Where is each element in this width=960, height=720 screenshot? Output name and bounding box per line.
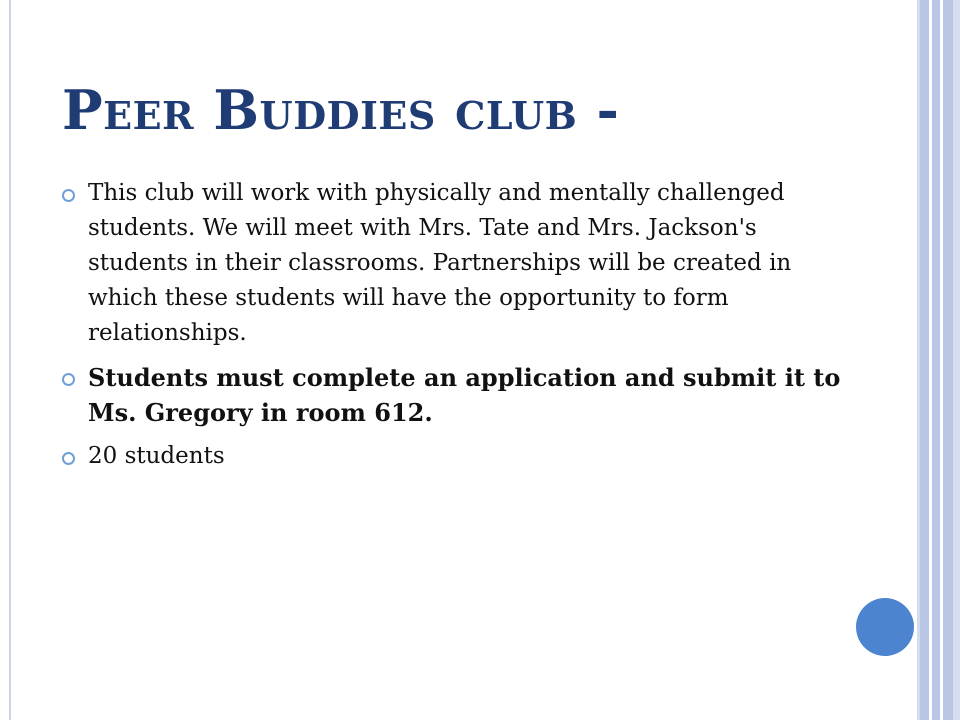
bullet-item [62,439,842,474]
bullet-circle-icon [62,452,75,465]
bullet-text: This club will work with physically and mentally challenged students. We will meet with Mrs. Tate and Mrs. Jackson's students in their classrooms. Partnerships will be created in which these students will have the opportunity to form relationships. [88,180,792,346]
bullet-list [62,176,842,483]
side-stripe [932,0,940,720]
bullet-circle-icon [62,373,75,386]
side-stripe [943,0,953,720]
bullet-text: Students must complete an application and submit it to Ms. Gregory in room 612. [88,363,841,427]
bullet-item [62,360,842,430]
side-stripe [953,0,960,720]
bullet-text: 20 students [88,443,225,469]
side-stripe [920,0,929,720]
slide-title: Peer Buddies club - [62,78,620,142]
bullet-circle-icon [62,189,75,202]
decorative-circle [856,598,914,656]
bullet-item [62,176,842,351]
